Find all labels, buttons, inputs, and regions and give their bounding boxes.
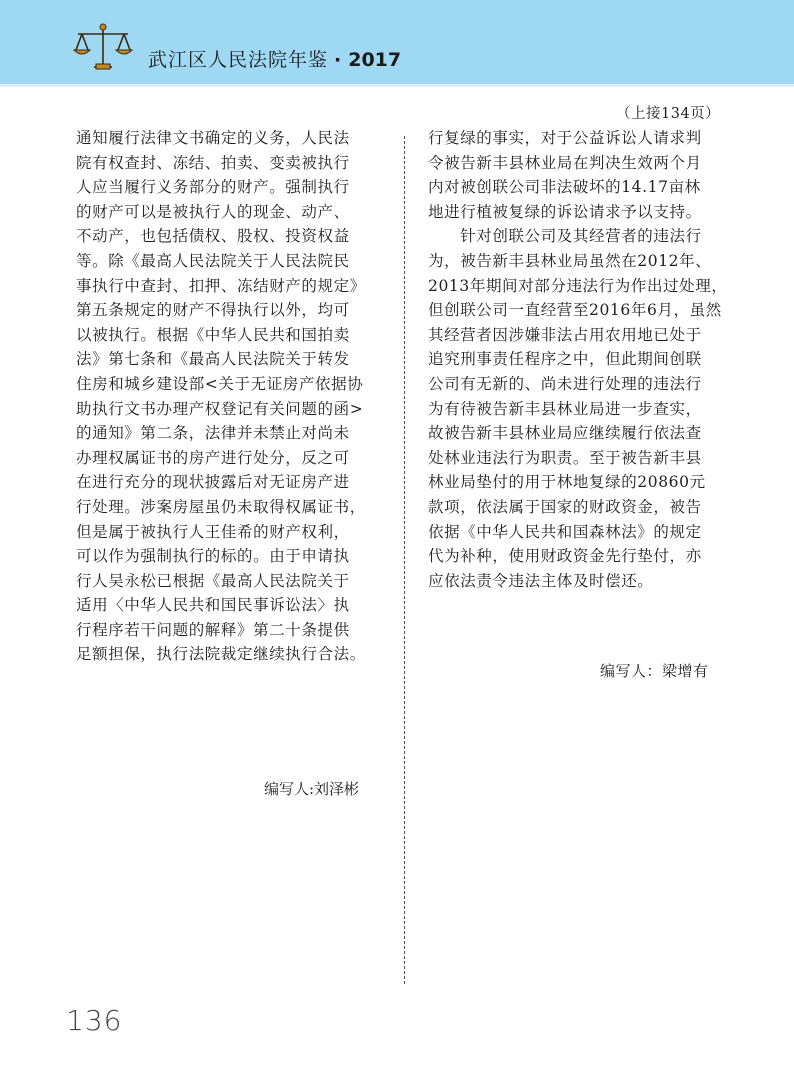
yearbook-year: 2017: [348, 49, 402, 71]
right-column: [428, 126, 728, 593]
continued-note: （上接134页）: [616, 106, 721, 122]
header-rule: [0, 84, 794, 87]
left-author-credit: 编写人:刘泽彬: [264, 780, 360, 798]
text-line: 适用〈中华人民共和国民事诉讼法〉执: [76, 596, 350, 615]
text-line: 行人吴永松已根据《最高人民法院关于: [76, 571, 350, 590]
text-line: 行复绿的事实，对于公益诉讼人请求判: [428, 129, 702, 147]
text-line: 款项，依法属于国家的财政资金，被告: [428, 497, 702, 516]
text-line: 行处理。涉案房屋虽仍未取得权属证书，: [76, 497, 366, 516]
right-author-credit: 编写人：梁增有: [600, 662, 709, 680]
text-line: 助执行文书办理产权登记有关问题的函>: [76, 399, 364, 418]
text-line: 为有待被告新丰县林业局进一步查实，: [428, 399, 702, 418]
text-line: 内对被创联公司非法破坏的14.17亩林: [428, 178, 701, 197]
text-line: 依据《中华人民共和国森林法》的规定: [428, 522, 702, 541]
text-line: 地进行植被复绿的诉讼请求予以支持。: [428, 202, 702, 221]
yearbook-name: 武江区人民法院年鉴: [148, 49, 329, 71]
header-bar: [0, 0, 794, 84]
text-line: 在进行充分的现状披露后对无证房产进: [76, 473, 350, 492]
text-line: 故被告新丰县林业局应继续履行依法查: [428, 424, 702, 443]
text-line: 令被告新丰县林业局在判决生效两个月: [428, 153, 702, 172]
text-line: 办理权属证书的房产进行处分，反之可: [76, 448, 350, 467]
text-line: 代为补种，使用财政资金先行垫付，亦: [428, 547, 702, 566]
column-divider: [404, 136, 405, 984]
text-line: 其经营者因涉嫌非法占用农用地已处于: [428, 325, 702, 344]
text-line: 追究刑事责任程序之中，但此期间创联: [428, 350, 702, 369]
text-line: 2013年期间对部分违法行为作出过处理，: [428, 276, 728, 295]
text-line: 针对创联公司及其经营者的违法行: [428, 227, 702, 246]
yearbook-title: [148, 45, 401, 72]
text-line: 法》第七条和《最高人民法院关于转发: [76, 350, 350, 369]
text-line: 但创联公司一直经营至2016年6月，虽然: [428, 301, 722, 320]
text-line: 应依法责令违法主体及时偿还。: [428, 571, 654, 590]
text-line: 公司有无新的、尚未进行处理的违法行: [428, 374, 702, 393]
text-line: 事执行中查封、扣押、冻结财产的规定》: [76, 276, 366, 295]
text-line: 通知履行法律文书确定的义务，人民法: [76, 129, 350, 147]
text-line: 足额担保，执行法院裁定继续执行合法。: [76, 645, 366, 664]
text-line: 人应当履行义务部分的财产。强制执行: [76, 178, 350, 197]
text-line: 院有权查封、冻结、拍卖、变卖被执行: [76, 153, 350, 172]
text-line: 处林业违法行为职责。至于被告新丰县: [428, 448, 702, 467]
left-column: [76, 126, 388, 667]
scales-of-justice-icon: [72, 22, 134, 72]
text-line: 不动产，也包括债权、股权、投资权益: [76, 227, 350, 246]
text-line: 行程序若干问题的解释》第二十条提供: [76, 620, 350, 639]
text-line: 的财产可以是被执行人的现金、动产、: [76, 202, 350, 221]
text-line: 住房和城乡建设部<关于无证房产依据协: [76, 374, 364, 393]
text-line: 的通知》第二条，法律并未禁止对尚未: [76, 424, 350, 443]
text-line: 但是属于被执行人王佳希的财产权利，: [76, 522, 350, 541]
title-separator: ·: [334, 49, 343, 71]
text-line: 为，被告新丰县林业局虽然在2012年、: [428, 251, 712, 270]
text-line: 可以作为强制执行的标的。由于申请执: [76, 547, 350, 566]
text-line: 以被执行。根据《中华人民共和国拍卖: [76, 325, 350, 344]
text-line: 第五条规定的财产不得执行以外，均可: [76, 301, 350, 320]
text-line: 林业局垫付的用于林地复绿的20860元: [428, 473, 706, 492]
text-line: 等。除《最高人民法院关于人民法院民: [76, 251, 350, 270]
page-number: 136: [66, 1004, 123, 1037]
